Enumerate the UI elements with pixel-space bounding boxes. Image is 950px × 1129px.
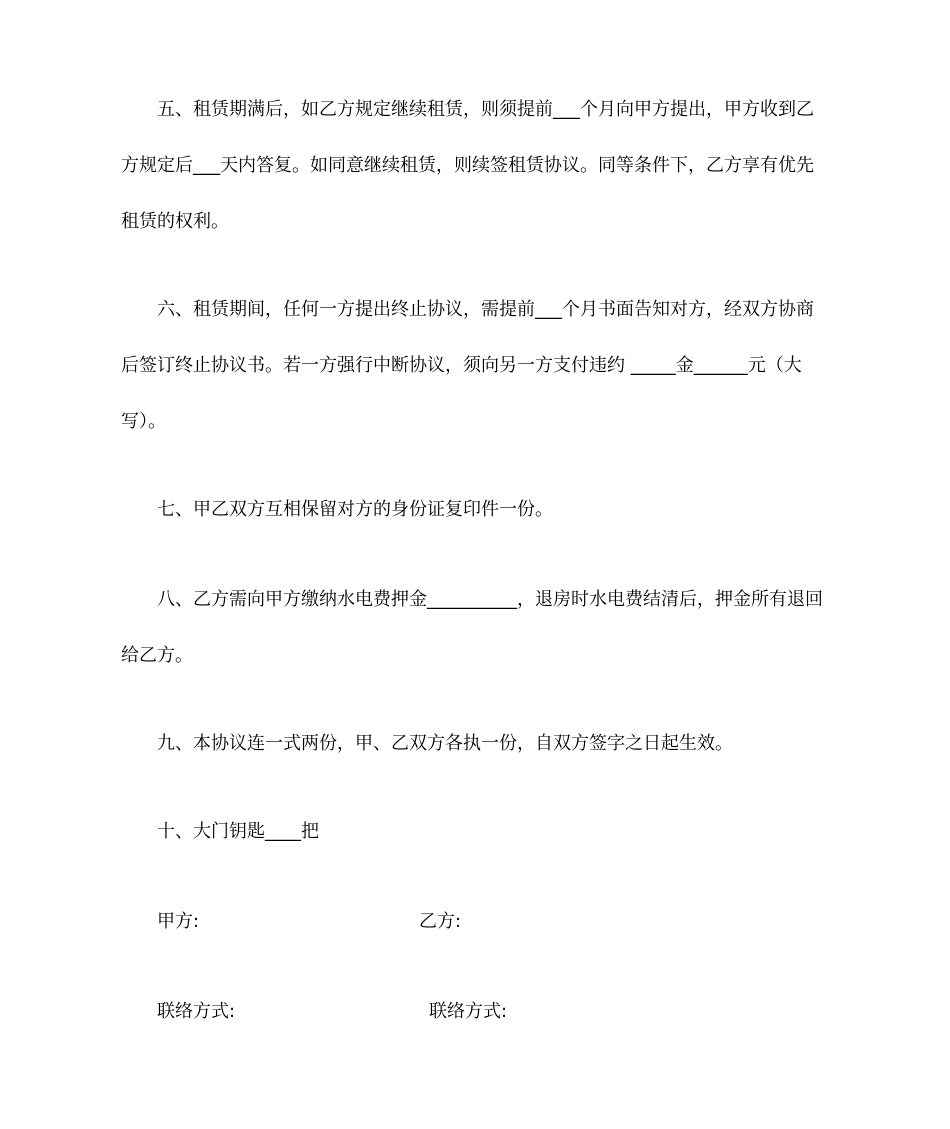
clause-six-line-1: 六、租赁期间，任何一方提出终止协议，需提前___个月书面告知对方，经双方协商 xyxy=(157,299,814,320)
clause-five-line-2: 方规定后___天内答复。如同意继续租赁，则续签租赁协议。同等条件下，乙方享有优先 xyxy=(121,155,814,176)
clause-nine-line-1: 九、本协议连一式两份，甲、乙双方各执一份，自双方签字之日起生效。 xyxy=(157,733,733,754)
party-a-label: 甲方: xyxy=(157,911,200,932)
clause-five-line-3: 租赁的权利。 xyxy=(121,211,229,232)
clause-ten-line-1: 十、大门钥匙____把 xyxy=(157,821,319,842)
contact-a-label: 联络方式: xyxy=(157,1001,236,1022)
clause-seven-line-1: 七、甲乙双方互相保留对方的身份证复印件一份。 xyxy=(157,499,553,520)
clause-six-line-2: 后签订终止协议书。若一方强行中断协议，须向另一方支付违约 _____金______元（大 xyxy=(121,355,802,376)
clause-eight-line-1: 八、乙方需向甲方缴纳水电费押金__________，退房时水电费结清后，押金所有退回 xyxy=(157,589,823,610)
party-b-label: 乙方: xyxy=(419,911,462,932)
contact-b-label: 联络方式: xyxy=(429,1001,508,1022)
clause-eight-line-2: 给乙方。 xyxy=(121,645,193,666)
clause-six-line-3: 写）。 xyxy=(121,411,166,432)
clause-five-line-1: 五、租赁期满后，如乙方规定继续租赁，则须提前___个月向甲方提出，甲方收到乙 xyxy=(157,99,814,120)
